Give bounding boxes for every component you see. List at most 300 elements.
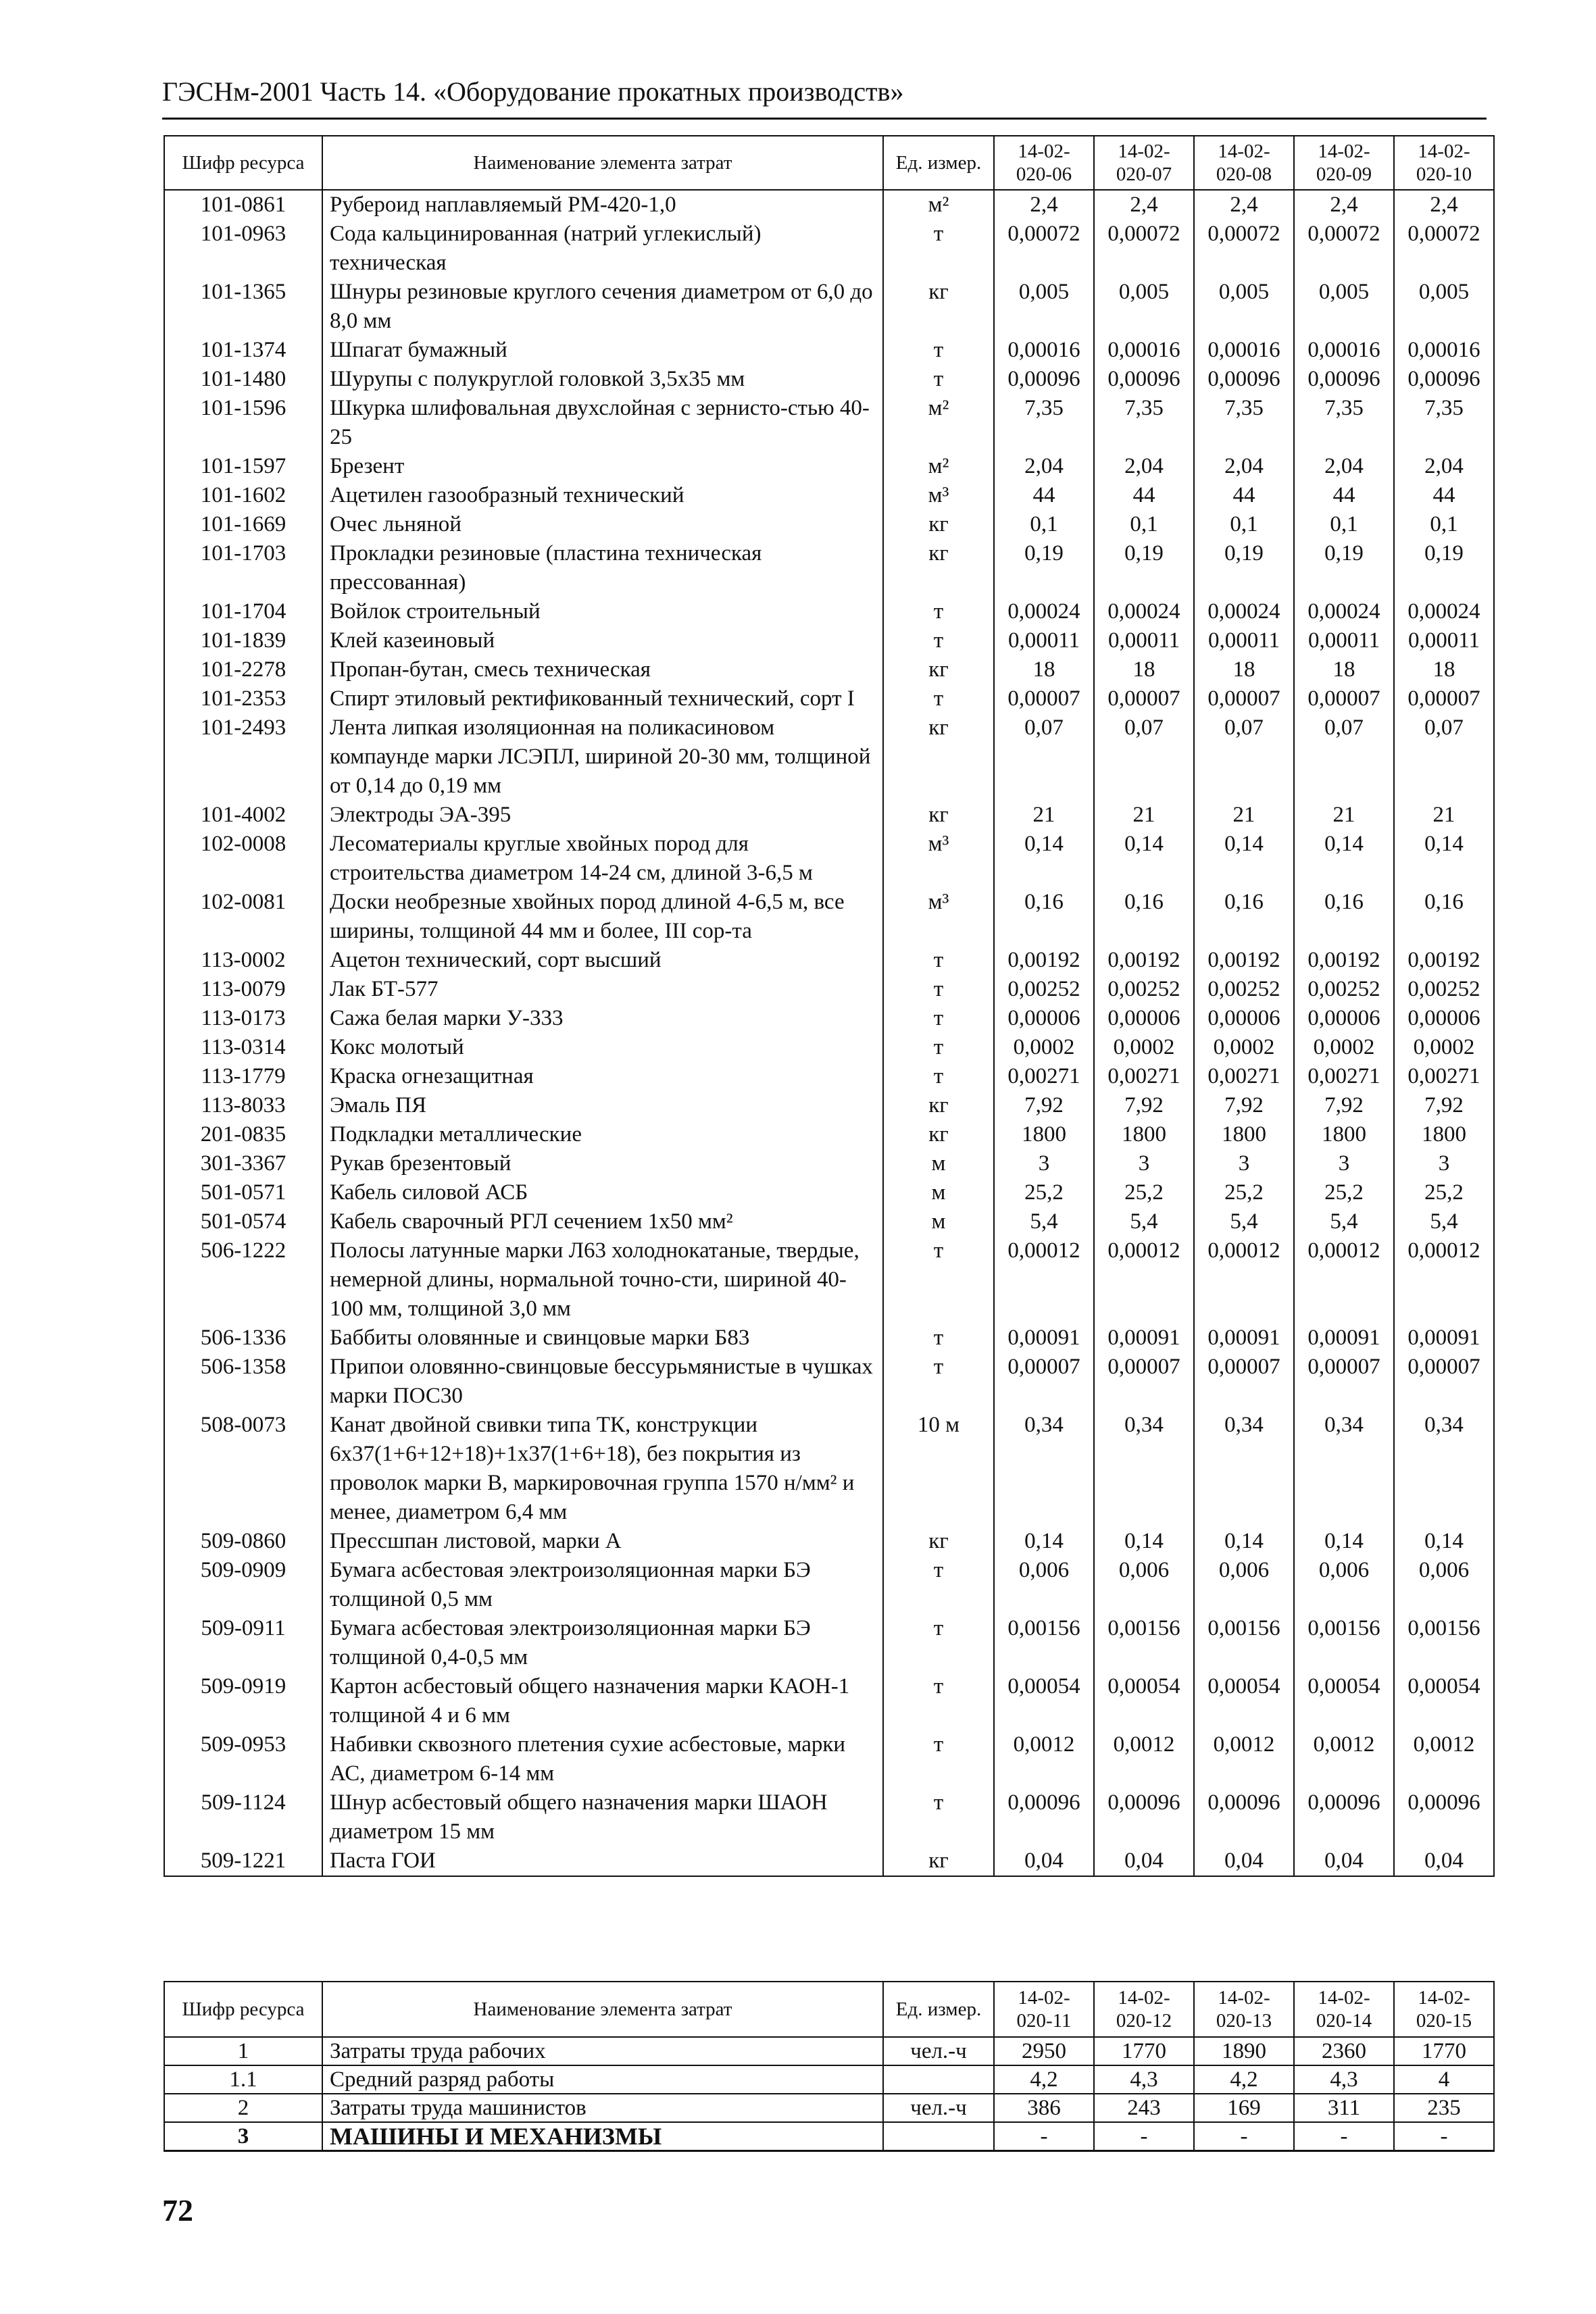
resource-code-cell: 102-0008 [164,830,322,888]
table-row [164,801,1494,830]
norm-value-cell: 0,005 [1194,278,1294,336]
norm-value-cell: 0,00252 [1194,975,1294,1004]
norm-value-cell: 0,00096 [1094,365,1194,394]
resource-code-cell: 101-0963 [164,220,322,278]
table-row [164,452,1494,481]
norm-value-cell: 44 [1094,481,1194,510]
unit-cell: т [883,1788,994,1846]
table-row [164,1062,1494,1091]
unit-cell: т [883,626,994,655]
col-header-norm-2: 14-02- 020-12 [1094,1982,1194,2037]
unit-cell: м² [883,394,994,452]
norm-value-cell: 7,35 [994,394,1094,452]
table-row [164,1672,1494,1730]
unit-cell: кг [883,539,994,597]
table-row [164,1788,1494,1846]
norm-value-cell: 0,19 [1294,539,1394,597]
norm-value-cell: 0,0002 [1413,1035,1475,1059]
unit-cell: чел.-ч [883,2037,994,2065]
resource-name-cell: Эмаль ПЯ [322,1091,883,1120]
resource-code-cell: 101-4002 [164,801,322,830]
norm-value-cell: 0,00192 [994,946,1094,975]
resource-code-cell: 113-0173 [164,1004,322,1033]
norm-value-cell: 0,00024 [1094,597,1194,626]
norm-value-cell: 0,0002 [1294,1033,1394,1062]
norm-value-cell: 0,00252 [1294,975,1394,1004]
table-row [164,1236,1494,1324]
norm-value-cell: 0,04 [1094,1846,1194,1876]
norm-value-cell: 0,00271 [1407,1064,1480,1088]
resource-name-cell: Припои оловянно-свинцовые бессурьмянистые в чушках марки ПОС30 [322,1353,883,1411]
resource-code-cell: 501-0571 [164,1178,322,1207]
col-header-unit: Ед. измер. [883,136,994,190]
norm-value-cell: 0,006 [1294,1556,1394,1614]
norm-value-cell: 0,04 [1424,1848,1464,1873]
norm-value-cell: - [1394,2122,1494,2151]
resource-name-cell: Спирт этиловый ректификованный технический, сорт I [322,684,883,713]
resource-code-cell: 509-1124 [164,1788,322,1846]
norm-value-cell: 0,00007 [1294,684,1394,713]
norm-value-cell: 0,1 [1194,510,1294,539]
col-header-code: Шифр ресурса [164,136,322,190]
norm-value-cell: 0,00192 [1294,946,1394,975]
norm-value-cell: 0,00096 [1294,1788,1394,1846]
resource-name-cell: Электроды ЭА-395 [322,801,883,830]
norm-value-cell: 0,19 [1094,539,1194,597]
table-row [164,713,1494,801]
unit-cell: кг [883,510,994,539]
unit-cell: кг [883,1091,994,1120]
norm-value-cell: 7,92 [1094,1091,1194,1120]
unit-cell: кг [883,655,994,684]
norm-value-cell: 2,04 [1294,452,1394,481]
norm-value-cell: 0,00006 [1194,1004,1294,1033]
norm-value-cell: 0,0012 [994,1730,1094,1788]
resource-name-cell: Войлок строительный [322,597,883,626]
norm-value-cell: 3 [994,1149,1094,1178]
norm-value-cell: 0,0012 [1194,1730,1294,1788]
resource-code-cell: 101-2493 [164,713,322,801]
norm-value-cell: 0,00006 [994,1004,1094,1033]
norm-value-cell: 4,3 [1094,2065,1194,2094]
unit-cell: т [883,946,994,975]
norm-value-cell: 0,00016 [1407,338,1480,362]
norm-value-cell: 2,04 [1094,452,1194,481]
norm-value-cell: 0,14 [1294,1527,1394,1556]
norm-value-cell: 1800 [994,1120,1094,1149]
unit-cell: м³ [883,481,994,510]
norm-value-cell: 0,00054 [1407,1674,1480,1699]
resource-code-cell: 1.1 [164,2065,322,2094]
table-row [164,1207,1494,1236]
norm-value-cell: 0,04 [1194,1846,1294,1876]
norm-value-cell: 0,1 [1094,510,1194,539]
unit-cell: т [883,336,994,365]
unit-cell: м [883,1178,994,1207]
table-row [164,946,1494,975]
resource-code-cell: 113-8033 [164,1091,322,1120]
norm-value-cell: 0,00096 [1407,1790,1480,1815]
norm-value-cell: 5,4 [994,1207,1094,1236]
unit-cell: т [883,1033,994,1062]
norm-value-cell: 0,00016 [1194,336,1294,365]
norm-value-cell: 4,2 [1194,2065,1294,2094]
unit-cell: 10 м [883,1411,994,1527]
norm-value-cell: 235 [1394,2094,1494,2122]
norm-value-cell: 0,00006 [1094,1004,1194,1033]
norm-value-cell: 0,00096 [1194,365,1294,394]
table-row [164,1527,1494,1556]
norm-value-cell: 0,14 [994,830,1094,888]
norm-value-cell: 0,00271 [1094,1062,1194,1091]
resource-code-cell: 101-1839 [164,626,322,655]
table-row [164,336,1494,365]
unit-cell: т [883,1730,994,1788]
norm-value-cell: 0,006 [994,1556,1094,1614]
unit-cell: т [883,1672,994,1730]
norm-value-cell: 0,1 [1294,510,1394,539]
norm-value-cell: 0,00096 [1294,365,1394,394]
norm-value-cell: 0,14 [1424,1529,1464,1553]
resource-name-cell: Клей казеиновый [322,626,883,655]
resource-code-cell: 113-1779 [164,1062,322,1091]
resource-code-cell: 101-1374 [164,336,322,365]
norm-value-cell: 0,34 [994,1411,1094,1527]
resource-name-cell: Доски необрезные хвойных пород длиной 4-6,5 м, все ширины, толщиной 44 мм и более, III сор-та [322,888,883,946]
norm-value-cell: 1890 [1194,2037,1294,2065]
norm-value-cell: 0,00091 [1194,1324,1294,1353]
norm-value-cell: 21 [1432,803,1455,827]
norm-value-cell: 44 [1294,481,1394,510]
resource-code-cell: 3 [164,2122,322,2151]
norm-value-cell: 5,4 [1294,1207,1394,1236]
norm-value-cell: 0,005 [1294,278,1394,336]
resource-code-cell: 201-0835 [164,1120,322,1149]
norm-value-cell: 0,00007 [1094,1353,1194,1411]
norm-value-cell: 311 [1294,2094,1394,2122]
table-row [164,220,1494,278]
unit-cell: чел.-ч [883,2094,994,2122]
table-row [164,830,1494,888]
norm-value-cell: 0,16 [1424,890,1464,914]
norm-value-cell: 0,00096 [1094,1788,1194,1846]
table-row [164,1556,1494,1614]
norm-value-cell: 3 [1194,1149,1294,1178]
norm-value-cell: 0,34 [1194,1411,1294,1527]
table-row [164,2094,1494,2122]
norm-value-cell: 0,00012 [994,1236,1094,1324]
resource-name-cell: МАШИНЫ И МЕХАНИЗМЫ [322,2122,883,2151]
norm-value-cell: 0,005 [1418,280,1470,304]
norm-value-cell: 25,2 [994,1178,1094,1207]
norm-value-cell: 7,92 [994,1091,1094,1120]
table-header-row [164,136,1494,190]
norm-value-cell: 0,00011 [1294,626,1394,655]
norm-value-cell: - [1094,2122,1194,2151]
resource-code-cell: 113-0314 [164,1033,322,1062]
unit-cell [883,2065,994,2094]
norm-value-cell: 0,00012 [1407,1238,1480,1263]
norm-value-cell: 2,04 [1424,454,1464,478]
norm-value-cell: 0,00024 [1294,597,1394,626]
table-row [164,190,1494,220]
resource-code-cell: 506-1336 [164,1324,322,1353]
norm-value-cell: 0,07 [1294,713,1394,801]
norm-value-cell: 0,19 [994,539,1094,597]
norm-value-cell: 0,14 [1194,830,1294,888]
col-header-name: Наименование элемента затрат [322,1982,883,2037]
norm-value-cell: 5,4 [1194,1207,1294,1236]
table-row [164,1324,1494,1353]
unit-cell: т [883,1614,994,1672]
norm-value-cell: 0,00156 [994,1614,1094,1672]
norm-value-cell: 2,4 [994,190,1094,220]
norm-value-cell: 0,00006 [1294,1004,1394,1033]
resource-name-cell: Лесоматериалы круглые хвойных пород для строительства диаметром 14-24 см, длиной 3-6,5 м [322,830,883,888]
norm-value-cell: 2,04 [994,452,1094,481]
unit-cell: т [883,597,994,626]
norm-value-cell: 3 [1294,1149,1394,1178]
resource-code-cell: 101-1703 [164,539,322,597]
page-number: 72 [162,2193,193,2228]
norm-value-cell: - [1194,2122,1294,2151]
norm-value-cell: 0,00054 [994,1672,1094,1730]
norm-value-cell: 25,2 [1194,1178,1294,1207]
table-row [164,2122,1494,2151]
resource-name-cell: Бумага асбестовая электроизоляционная марки БЭ толщиной 0,5 мм [322,1556,883,1614]
unit-cell: т [883,220,994,278]
norm-value-cell: 7,35 [1194,394,1294,452]
table-row [164,1178,1494,1207]
resource-name-cell: Рубероид наплавляемый РМ-420-1,0 [322,190,883,220]
materials-table [164,135,1495,1877]
page-header-title: ГЭСНм-2001 Часть 14. «Оборудование прокатных производств» [162,76,904,107]
norm-value-cell: 0,00016 [1294,336,1394,365]
unit-cell: кг [883,1120,994,1149]
norm-value-cell: 0,00271 [994,1062,1094,1091]
norm-value-cell: 0,14 [1294,830,1394,888]
resource-name-cell: Лак БТ-577 [322,975,883,1004]
unit-cell: м² [883,190,994,220]
norm-value-cell: 1770 [1394,2037,1494,2065]
norm-value-cell: 0,00007 [994,1353,1094,1411]
norm-value-cell: 5,4 [1094,1207,1194,1236]
norm-value-cell: 0,00271 [1194,1062,1294,1091]
norm-value-cell: 0,00072 [1194,220,1294,278]
norm-value-cell: 7,35 [1094,394,1194,452]
norm-value-cell: 0,00096 [994,365,1094,394]
norm-value-cell: 18 [1094,655,1194,684]
table-row [164,626,1494,655]
table-row [164,1846,1494,1876]
norm-value-cell: 0,00011 [1194,626,1294,655]
unit-cell: кг [883,278,994,336]
resource-code-cell: 1 [164,2037,322,2065]
norm-value-cell: 0,00072 [1294,220,1394,278]
resource-name-cell: Шурупы с полукруглой головкой 3,5x35 мм [322,365,883,394]
col-header-norm-1: 14-02- 020-06 [994,136,1094,190]
norm-value-cell: 0,00072 [1094,220,1194,278]
resource-name-cell: Брезент [322,452,883,481]
norm-value-cell: 0,16 [1094,888,1194,946]
resource-code-cell: 101-0861 [164,190,322,220]
resource-code-cell: 301-3367 [164,1149,322,1178]
norm-value-cell: 21 [1194,801,1294,830]
table-row [164,2037,1494,2065]
resource-code-cell: 506-1222 [164,1236,322,1324]
norm-value-cell: 0,00007 [1294,1353,1394,1411]
resource-code-cell: 2 [164,2094,322,2122]
norm-value-cell: 0,16 [1294,888,1394,946]
norm-value-cell: 0,00006 [1407,1006,1480,1030]
norm-value-cell: 0,0002 [994,1033,1094,1062]
norm-value-cell: 0,00007 [994,684,1094,713]
norm-value-cell: 0,1 [994,510,1094,539]
unit-cell: т [883,1353,994,1411]
norm-value-cell: 2,4 [1094,190,1194,220]
col-header-norm-3: 14-02- 020-08 [1194,136,1294,190]
resource-code-cell: 509-0909 [164,1556,322,1614]
resource-name-cell: Лента липкая изоляционная на поликасиновом компаунде марки ЛСЭПЛ, шириной 20-30 мм, толщиной от 0,14 до 0,19 мм [322,713,883,801]
unit-cell: т [883,1324,994,1353]
resource-code-cell: 102-0081 [164,888,322,946]
norm-value-cell: 7,35 [1294,394,1394,452]
resource-name-cell: Паста ГОИ [322,1846,883,1876]
resource-name-cell: Ацетон технический, сорт высший [322,946,883,975]
resource-code-cell: 101-1597 [164,452,322,481]
table-row [164,481,1494,510]
norm-value-cell: 0,00011 [1094,626,1194,655]
table-row [164,1149,1494,1178]
norm-value-cell: 0,00012 [1194,1236,1294,1324]
norm-value-cell: 44 [994,481,1094,510]
unit-cell: м³ [883,888,994,946]
unit-cell: кг [883,1846,994,1876]
table-row [164,1120,1494,1149]
resource-name-cell: Полосы латунные марки Л63 холоднокатаные, твердые, немерной длины, нормальной точно-сти, шириной 40-100 мм, толщиной 3,0 мм [322,1236,883,1324]
norm-value-cell: 0,00011 [994,626,1094,655]
norm-value-cell: 7,92 [1294,1091,1394,1120]
norm-value-cell: 25,2 [1294,1178,1394,1207]
norm-value-cell: 0,00072 [994,220,1094,278]
resource-code-cell: 113-0079 [164,975,322,1004]
norm-value-cell: 0,07 [1424,715,1464,740]
norm-value-cell: 18 [1432,657,1455,682]
norm-value-cell: 0,14 [1094,830,1194,888]
norm-value-cell: 0,0002 [1194,1033,1294,1062]
resource-name-cell: Подкладки металлические [322,1120,883,1149]
resource-code-cell: 506-1358 [164,1353,322,1411]
table-row [164,975,1494,1004]
norm-value-cell: 0,04 [1294,1846,1394,1876]
norm-value-cell: 21 [1294,801,1394,830]
norm-value-cell: 1800 [1422,1122,1466,1147]
resource-name-cell: Канат двойной свивки типа ТК, конструкции 6x37(1+6+12+18)+1x37(1+6+18), без покрытия из проволок марки В, маркировочная группа 1570 н/мм² и менее, диаметром 6,4 мм [322,1411,883,1527]
resource-code-cell: 508-0073 [164,1411,322,1527]
norm-value-cell: 5,4 [1430,1209,1458,1234]
norm-value-cell: 0,006 [1194,1556,1294,1614]
norm-value-cell: 0,00091 [1294,1324,1394,1353]
norm-value-cell: 0,14 [1194,1527,1294,1556]
norm-value-cell: 0,006 [1094,1556,1194,1614]
norm-value-cell: 2360 [1294,2037,1394,2065]
norm-value-cell: 0,00096 [1407,367,1480,391]
norm-value-cell: 2,04 [1194,452,1294,481]
table-row [164,1004,1494,1033]
materials-table-body [164,190,1494,1876]
unit-cell: м³ [883,830,994,888]
resource-name-cell: Шнур асбестовый общего назначения марки ШАОН диаметром 15 мм [322,1788,883,1846]
norm-value-cell: 18 [1294,655,1394,684]
norm-value-cell: 2950 [994,2037,1094,2065]
norm-value-cell: 0,00096 [1194,1788,1294,1846]
norm-value-cell: 44 [1194,481,1294,510]
norm-value-cell: 0,00271 [1294,1062,1394,1091]
norm-value-cell: 0,00007 [1407,1355,1480,1379]
page-header [162,76,1487,120]
resource-name-cell: Очес льняной [322,510,883,539]
norm-value-cell: 0,16 [1194,888,1294,946]
norm-value-cell: 21 [1094,801,1194,830]
resource-name-cell: Затраты труда рабочих [322,2037,883,2065]
unit-cell: м [883,1207,994,1236]
norm-value-cell: 0,00156 [1094,1614,1194,1672]
norm-value-cell: 0,00091 [1407,1326,1480,1350]
norm-value-cell: 0,00156 [1194,1614,1294,1672]
norm-value-cell: 0,00024 [994,597,1094,626]
unit-cell: т [883,975,994,1004]
norm-value-cell: 0,00054 [1094,1672,1194,1730]
norm-value-cell: 25,2 [1094,1178,1194,1207]
unit-cell: кг [883,1527,994,1556]
norm-value-cell: 0,04 [994,1846,1094,1876]
resource-name-cell: Сажа белая марки У-333 [322,1004,883,1033]
table-row [164,1730,1494,1788]
resource-name-cell: Шпагат бумажный [322,336,883,365]
labor-table-body [164,2037,1494,2151]
norm-value-cell: 0,00156 [1294,1614,1394,1672]
table-row [164,597,1494,626]
norm-value-cell: 0,00024 [1194,597,1294,626]
col-header-norm-5: 14-02- 020-10 [1394,136,1494,190]
col-header-unit: Ед. измер. [883,1982,994,2037]
table-row [164,1091,1494,1120]
norm-value-cell: 0,00054 [1294,1672,1394,1730]
norm-value-cell: 0,00192 [1094,946,1194,975]
norm-value-cell: 0,00016 [1094,336,1194,365]
norm-value-cell: 0,00252 [994,975,1094,1004]
norm-value-cell: 0,00024 [1407,599,1480,624]
col-header-norm-4: 14-02- 020-14 [1294,1982,1394,2037]
norm-value-cell: 0,07 [1194,713,1294,801]
norm-value-cell: 0,00007 [1194,684,1294,713]
resource-code-cell: 113-0002 [164,946,322,975]
norm-value-cell: 0,00012 [1094,1236,1194,1324]
resource-name-cell: Рукав брезентовый [322,1149,883,1178]
norm-value-cell: 0,0012 [1294,1730,1394,1788]
norm-value-cell: 7,92 [1194,1091,1294,1120]
norm-value-cell: 0,00007 [1194,1353,1294,1411]
norm-value-cell: 4,3 [1294,2065,1394,2094]
norm-value-cell: 0,07 [1094,713,1194,801]
unit-cell: кг [883,713,994,801]
resource-code-cell: 509-0911 [164,1614,322,1672]
norm-value-cell: 0,0012 [1413,1732,1475,1757]
unit-cell: м [883,1149,994,1178]
col-header-name: Наименование элемента затрат [322,136,883,190]
resource-code-cell: 509-0860 [164,1527,322,1556]
norm-value-cell: 0,19 [1424,541,1464,565]
